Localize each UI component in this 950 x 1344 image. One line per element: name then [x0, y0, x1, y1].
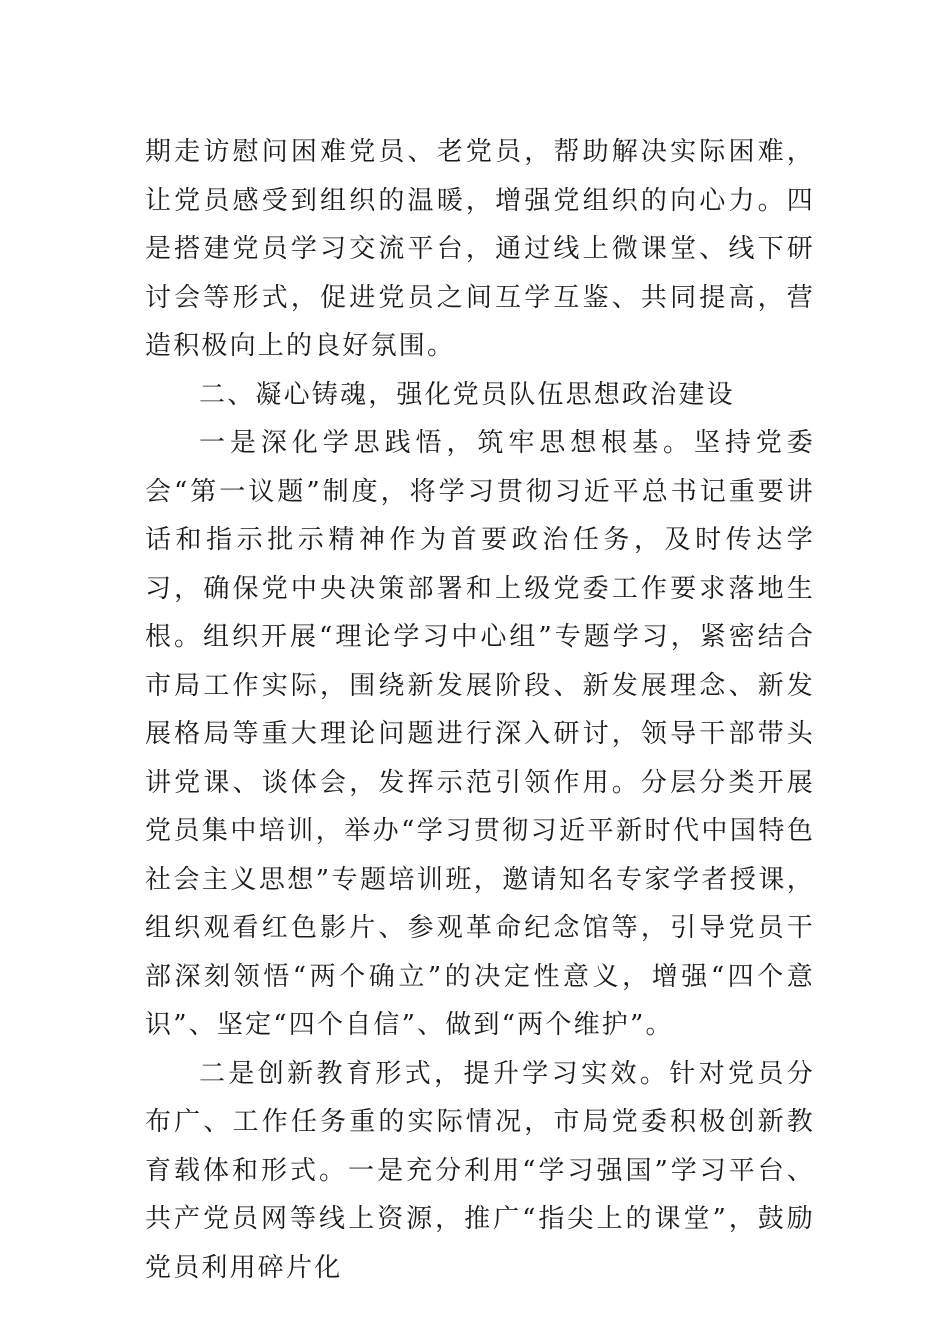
section-heading: 二、凝心铸魂，强化党员队伍思想政治建设: [199, 379, 735, 410]
paragraph-continuation: 期走访慰问困难党员、老党员，帮助解决实际困难，让党员感受到组织的温暖，增强党组织的向心力。四是搭建党员学习交流平台，通过线上微课堂、线下研讨会等形式，促进党员之间互学互鉴、共同提高，营造积极向上的良好氛围。: [145, 137, 815, 361]
document-body: [145, 128, 815, 1292]
paragraph-body: 一是深化学思践悟，筑牢思想根基。坚持党委会“第一议题”制度，将学习贯彻习近平总书记重要讲话和指示批示精神作为首要政治任务，及时传达学习，确保党中央决策部署和上级党委工作要求落地生根。组织开展“理论学习中心组”专题学习，紧密结合市局工作实际，围绕新发展阶段、新发展理念、新发展格局等重大理论问题进行深入研讨，领导干部带头讲党课、谈体会，发挥示范引领作用。分层分类开展党员集中培训，举办“学习贯彻习近平新时代中国特色社会主义思想”专题培训班，邀请知名专家学者授课，组织观看红色影片、参观革命纪念馆等，引导党员干部深刻领悟“两个确立”的决定性意义，增强“四个意识”、坚定“四个自信”、做到“两个维护”。: [145, 428, 815, 1040]
paragraph-body: 二是创新教育形式，提升学习实效。针对党员分布广、工作任务重的实际情况，市局党委积极创新教育载体和形式。一是充分利用“学习强国”学习平台、共产党员网等线上资源，推广“指尖上的课堂”，鼓励党员利用碎片化: [145, 1058, 815, 1283]
